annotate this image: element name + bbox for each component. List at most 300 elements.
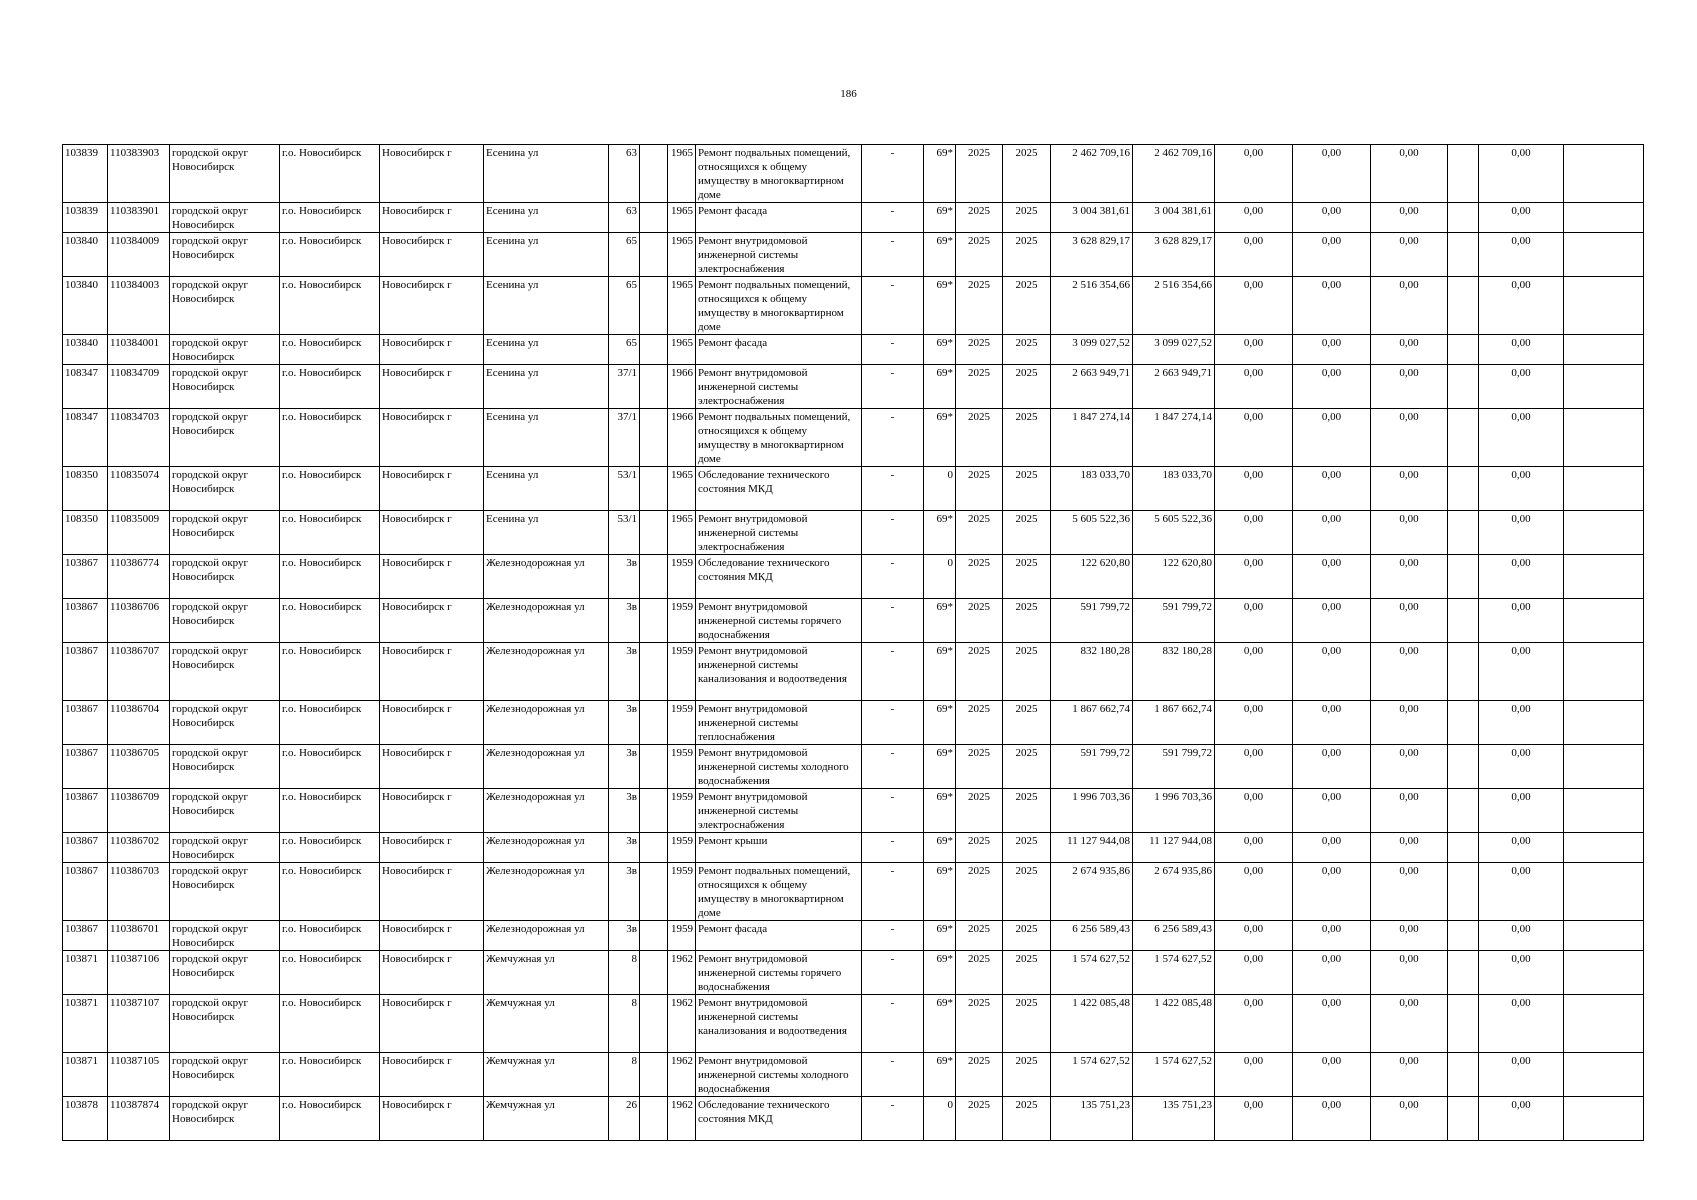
district: г.о. Новосибирск bbox=[280, 555, 380, 599]
owner-funds: 0,00 bbox=[1479, 789, 1564, 833]
plan-year-start: 2025 bbox=[956, 599, 1003, 643]
build-year: 1965 bbox=[668, 335, 696, 365]
wear-percent: 69* bbox=[924, 643, 956, 701]
work-cost: 11 127 944,08 bbox=[1051, 833, 1133, 863]
work-cost: 832 180,28 bbox=[1051, 643, 1133, 701]
house-number: 63 bbox=[609, 145, 640, 203]
wear-percent: 69* bbox=[924, 409, 956, 467]
dash-cell: - bbox=[862, 643, 924, 701]
subsidy-local: 0,00 bbox=[1371, 511, 1448, 555]
district: г.о. Новосибирск bbox=[280, 277, 380, 335]
district: г.о. Новосибирск bbox=[280, 145, 380, 203]
empty-cell bbox=[1564, 833, 1644, 863]
wear-percent: 69* bbox=[924, 863, 956, 921]
build-year: 1965 bbox=[668, 233, 696, 277]
city: Новосибирск г bbox=[380, 203, 484, 233]
plan-year-start: 2025 bbox=[956, 203, 1003, 233]
owner-funds: 0,00 bbox=[1479, 335, 1564, 365]
work-type: Ремонт фасада bbox=[696, 335, 862, 365]
district: г.о. Новосибирск bbox=[280, 951, 380, 995]
work-code: 110383901 bbox=[108, 203, 170, 233]
subsidy-local: 0,00 bbox=[1371, 745, 1448, 789]
subsidy-regional: 0,00 bbox=[1293, 745, 1371, 789]
house-number: 37/1 bbox=[609, 365, 640, 409]
record-id: 103867 bbox=[63, 599, 108, 643]
owner-funds: 0,00 bbox=[1479, 365, 1564, 409]
house-number: 53/1 bbox=[609, 467, 640, 511]
dash-cell: - bbox=[862, 995, 924, 1053]
house-number: 3в bbox=[609, 599, 640, 643]
work-cost: 6 256 589,43 bbox=[1051, 921, 1133, 951]
total-cost: 122 620,80 bbox=[1133, 555, 1215, 599]
wear-percent: 69* bbox=[924, 145, 956, 203]
wear-percent: 69* bbox=[924, 789, 956, 833]
build-year: 1959 bbox=[668, 643, 696, 701]
owner-funds: 0,00 bbox=[1479, 555, 1564, 599]
dash-cell: - bbox=[862, 145, 924, 203]
municipality: городской округ Новосибирск bbox=[170, 145, 280, 203]
municipality: городской округ Новосибирск bbox=[170, 643, 280, 701]
owner-funds: 0,00 bbox=[1479, 745, 1564, 789]
municipality: городской округ Новосибирск bbox=[170, 701, 280, 745]
municipality: городской округ Новосибирск bbox=[170, 233, 280, 277]
build-year: 1965 bbox=[668, 511, 696, 555]
municipality: городской округ Новосибирск bbox=[170, 1053, 280, 1097]
house-number: 3в bbox=[609, 643, 640, 701]
record-id: 108350 bbox=[63, 511, 108, 555]
street: Железнодорожная ул bbox=[484, 555, 609, 599]
owner-funds: 0,00 bbox=[1479, 409, 1564, 467]
street: Есенина ул bbox=[484, 335, 609, 365]
city: Новосибирск г bbox=[380, 921, 484, 951]
work-type: Ремонт подвальных помещений, относящихся к общему имуществу в многоквартирном доме bbox=[696, 863, 862, 921]
district: г.о. Новосибирск bbox=[280, 745, 380, 789]
plan-year-start: 2025 bbox=[956, 863, 1003, 921]
empty-cell bbox=[1448, 555, 1479, 599]
empty-cell bbox=[1448, 203, 1479, 233]
municipality: городской округ Новосибирск bbox=[170, 745, 280, 789]
build-year: 1962 bbox=[668, 995, 696, 1053]
dash-cell: - bbox=[862, 467, 924, 511]
municipality: городской округ Новосибирск bbox=[170, 203, 280, 233]
subsidy-local: 0,00 bbox=[1371, 995, 1448, 1053]
work-code: 110386709 bbox=[108, 789, 170, 833]
plan-year-start: 2025 bbox=[956, 745, 1003, 789]
subsidy-federal: 0,00 bbox=[1215, 995, 1293, 1053]
build-year: 1959 bbox=[668, 599, 696, 643]
empty-cell bbox=[1564, 643, 1644, 701]
work-cost: 2 516 354,66 bbox=[1051, 277, 1133, 335]
wear-percent: 69* bbox=[924, 277, 956, 335]
work-type: Ремонт внутридомовой инженерной системы горячего водоснабжения bbox=[696, 951, 862, 995]
dash-cell: - bbox=[862, 863, 924, 921]
build-year: 1965 bbox=[668, 145, 696, 203]
owner-funds: 0,00 bbox=[1479, 203, 1564, 233]
empty-cell bbox=[640, 951, 668, 995]
empty-cell bbox=[1448, 277, 1479, 335]
house-number: 65 bbox=[609, 335, 640, 365]
empty-cell bbox=[640, 145, 668, 203]
house-number: 3в bbox=[609, 701, 640, 745]
plan-year-end: 2025 bbox=[1003, 833, 1051, 863]
work-code: 110835074 bbox=[108, 467, 170, 511]
subsidy-federal: 0,00 bbox=[1215, 745, 1293, 789]
plan-year-start: 2025 bbox=[956, 365, 1003, 409]
plan-year-start: 2025 bbox=[956, 833, 1003, 863]
subsidy-regional: 0,00 bbox=[1293, 365, 1371, 409]
owner-funds: 0,00 bbox=[1479, 995, 1564, 1053]
work-type: Ремонт внутридомовой инженерной системы горячего водоснабжения bbox=[696, 599, 862, 643]
total-cost: 1 422 085,48 bbox=[1133, 995, 1215, 1053]
subsidy-federal: 0,00 bbox=[1215, 203, 1293, 233]
wear-percent: 69* bbox=[924, 951, 956, 995]
work-code: 110384003 bbox=[108, 277, 170, 335]
total-cost: 183 033,70 bbox=[1133, 467, 1215, 511]
empty-cell bbox=[1564, 145, 1644, 203]
city: Новосибирск г bbox=[380, 951, 484, 995]
table-row bbox=[63, 951, 1644, 995]
subsidy-local: 0,00 bbox=[1371, 863, 1448, 921]
work-code: 110386707 bbox=[108, 643, 170, 701]
owner-funds: 0,00 bbox=[1479, 833, 1564, 863]
total-cost: 1 996 703,36 bbox=[1133, 789, 1215, 833]
subsidy-local: 0,00 bbox=[1371, 921, 1448, 951]
municipality: городской округ Новосибирск bbox=[170, 863, 280, 921]
work-cost: 1 574 627,52 bbox=[1051, 1053, 1133, 1097]
city: Новосибирск г bbox=[380, 335, 484, 365]
subsidy-regional: 0,00 bbox=[1293, 995, 1371, 1053]
subsidy-regional: 0,00 bbox=[1293, 643, 1371, 701]
plan-year-start: 2025 bbox=[956, 555, 1003, 599]
city: Новосибирск г bbox=[380, 745, 484, 789]
record-id: 103839 bbox=[63, 203, 108, 233]
subsidy-regional: 0,00 bbox=[1293, 921, 1371, 951]
dash-cell: - bbox=[862, 789, 924, 833]
build-year: 1959 bbox=[668, 789, 696, 833]
work-cost: 5 605 522,36 bbox=[1051, 511, 1133, 555]
empty-cell bbox=[1564, 335, 1644, 365]
subsidy-federal: 0,00 bbox=[1215, 511, 1293, 555]
total-cost: 832 180,28 bbox=[1133, 643, 1215, 701]
house-number: 3в bbox=[609, 921, 640, 951]
work-type: Ремонт фасада bbox=[696, 921, 862, 951]
plan-year-end: 2025 bbox=[1003, 1053, 1051, 1097]
subsidy-regional: 0,00 bbox=[1293, 511, 1371, 555]
street: Железнодорожная ул bbox=[484, 921, 609, 951]
owner-funds: 0,00 bbox=[1479, 511, 1564, 555]
subsidy-federal: 0,00 bbox=[1215, 467, 1293, 511]
plan-year-end: 2025 bbox=[1003, 995, 1051, 1053]
empty-cell bbox=[640, 833, 668, 863]
total-cost: 2 663 949,71 bbox=[1133, 365, 1215, 409]
street: Железнодорожная ул bbox=[484, 745, 609, 789]
build-year: 1962 bbox=[668, 951, 696, 995]
municipality: городской округ Новосибирск bbox=[170, 921, 280, 951]
subsidy-local: 0,00 bbox=[1371, 365, 1448, 409]
subsidy-local: 0,00 bbox=[1371, 555, 1448, 599]
record-id: 103867 bbox=[63, 863, 108, 921]
record-id: 103840 bbox=[63, 335, 108, 365]
subsidy-federal: 0,00 bbox=[1215, 1097, 1293, 1141]
subsidy-local: 0,00 bbox=[1371, 951, 1448, 995]
empty-cell bbox=[640, 745, 668, 789]
dash-cell: - bbox=[862, 277, 924, 335]
empty-cell bbox=[640, 365, 668, 409]
municipality: городской округ Новосибирск bbox=[170, 335, 280, 365]
work-code: 110384009 bbox=[108, 233, 170, 277]
wear-percent: 69* bbox=[924, 511, 956, 555]
work-cost: 1 996 703,36 bbox=[1051, 789, 1133, 833]
work-type: Ремонт внутридомовой инженерной системы холодного водоснабжения bbox=[696, 1053, 862, 1097]
empty-cell bbox=[640, 789, 668, 833]
subsidy-regional: 0,00 bbox=[1293, 233, 1371, 277]
house-number: 8 bbox=[609, 951, 640, 995]
plan-year-start: 2025 bbox=[956, 789, 1003, 833]
work-code: 110386703 bbox=[108, 863, 170, 921]
empty-cell bbox=[640, 233, 668, 277]
owner-funds: 0,00 bbox=[1479, 1097, 1564, 1141]
total-cost: 5 605 522,36 bbox=[1133, 511, 1215, 555]
table-row bbox=[63, 833, 1644, 863]
subsidy-local: 0,00 bbox=[1371, 701, 1448, 745]
subsidy-federal: 0,00 bbox=[1215, 921, 1293, 951]
record-id: 103871 bbox=[63, 1053, 108, 1097]
record-id: 108347 bbox=[63, 409, 108, 467]
city: Новосибирск г bbox=[380, 555, 484, 599]
plan-year-start: 2025 bbox=[956, 511, 1003, 555]
city: Новосибирск г bbox=[380, 995, 484, 1053]
municipality: городской округ Новосибирск bbox=[170, 555, 280, 599]
dash-cell: - bbox=[862, 203, 924, 233]
table-row bbox=[63, 233, 1644, 277]
plan-year-end: 2025 bbox=[1003, 951, 1051, 995]
work-cost: 183 033,70 bbox=[1051, 467, 1133, 511]
subsidy-local: 0,00 bbox=[1371, 833, 1448, 863]
subsidy-regional: 0,00 bbox=[1293, 203, 1371, 233]
empty-cell bbox=[1448, 233, 1479, 277]
table-row bbox=[63, 701, 1644, 745]
house-number: 37/1 bbox=[609, 409, 640, 467]
total-cost: 3 004 381,61 bbox=[1133, 203, 1215, 233]
work-code: 110835009 bbox=[108, 511, 170, 555]
dash-cell: - bbox=[862, 233, 924, 277]
dash-cell: - bbox=[862, 745, 924, 789]
work-type: Ремонт внутридомовой инженерной системы теплоснабжения bbox=[696, 701, 862, 745]
plan-year-end: 2025 bbox=[1003, 643, 1051, 701]
plan-year-end: 2025 bbox=[1003, 745, 1051, 789]
street: Железнодорожная ул bbox=[484, 643, 609, 701]
plan-year-end: 2025 bbox=[1003, 921, 1051, 951]
municipality: городской округ Новосибирск bbox=[170, 409, 280, 467]
owner-funds: 0,00 bbox=[1479, 145, 1564, 203]
table-row bbox=[63, 995, 1644, 1053]
build-year: 1959 bbox=[668, 863, 696, 921]
house-number: 65 bbox=[609, 277, 640, 335]
work-code: 110386706 bbox=[108, 599, 170, 643]
wear-percent: 69* bbox=[924, 599, 956, 643]
district: г.о. Новосибирск bbox=[280, 789, 380, 833]
street: Есенина ул bbox=[484, 511, 609, 555]
plan-year-start: 2025 bbox=[956, 1053, 1003, 1097]
wear-percent: 0 bbox=[924, 1097, 956, 1141]
empty-cell bbox=[1564, 233, 1644, 277]
work-type: Ремонт внутридомовой инженерной системы холодного водоснабжения bbox=[696, 745, 862, 789]
work-cost: 2 674 935,86 bbox=[1051, 863, 1133, 921]
plan-year-start: 2025 bbox=[956, 921, 1003, 951]
work-type: Ремонт внутридомовой инженерной системы канализования и водоотведения bbox=[696, 643, 862, 701]
municipality: городской округ Новосибирск bbox=[170, 995, 280, 1053]
wear-percent: 69* bbox=[924, 1053, 956, 1097]
build-year: 1966 bbox=[668, 409, 696, 467]
empty-cell bbox=[1564, 599, 1644, 643]
empty-cell bbox=[640, 203, 668, 233]
subsidy-local: 0,00 bbox=[1371, 335, 1448, 365]
subsidy-regional: 0,00 bbox=[1293, 335, 1371, 365]
record-id: 108347 bbox=[63, 365, 108, 409]
empty-cell bbox=[640, 863, 668, 921]
work-type: Ремонт внутридомовой инженерной системы электроснабжения bbox=[696, 233, 862, 277]
district: г.о. Новосибирск bbox=[280, 863, 380, 921]
empty-cell bbox=[1448, 599, 1479, 643]
record-id: 103867 bbox=[63, 643, 108, 701]
empty-cell bbox=[1564, 203, 1644, 233]
house-number: 3в bbox=[609, 745, 640, 789]
empty-cell bbox=[1564, 921, 1644, 951]
wear-percent: 69* bbox=[924, 335, 956, 365]
city: Новосибирск г bbox=[380, 145, 484, 203]
empty-cell bbox=[1448, 701, 1479, 745]
district: г.о. Новосибирск bbox=[280, 833, 380, 863]
empty-cell bbox=[1448, 1097, 1479, 1141]
subsidy-federal: 0,00 bbox=[1215, 643, 1293, 701]
work-cost: 3 628 829,17 bbox=[1051, 233, 1133, 277]
work-cost: 122 620,80 bbox=[1051, 555, 1133, 599]
city: Новосибирск г bbox=[380, 1097, 484, 1141]
empty-cell bbox=[640, 511, 668, 555]
table-row bbox=[63, 203, 1644, 233]
empty-cell bbox=[640, 701, 668, 745]
owner-funds: 0,00 bbox=[1479, 701, 1564, 745]
owner-funds: 0,00 bbox=[1479, 233, 1564, 277]
subsidy-regional: 0,00 bbox=[1293, 951, 1371, 995]
subsidy-federal: 0,00 bbox=[1215, 599, 1293, 643]
empty-cell bbox=[640, 1053, 668, 1097]
subsidy-regional: 0,00 bbox=[1293, 789, 1371, 833]
empty-cell bbox=[640, 599, 668, 643]
empty-cell bbox=[640, 643, 668, 701]
plan-year-start: 2025 bbox=[956, 145, 1003, 203]
work-type: Ремонт крыши bbox=[696, 833, 862, 863]
street: Есенина ул bbox=[484, 233, 609, 277]
city: Новосибирск г bbox=[380, 789, 484, 833]
district: г.о. Новосибирск bbox=[280, 599, 380, 643]
street: Железнодорожная ул bbox=[484, 789, 609, 833]
table-row bbox=[63, 1097, 1644, 1141]
street: Есенина ул bbox=[484, 467, 609, 511]
table-row bbox=[63, 145, 1644, 203]
build-year: 1965 bbox=[668, 277, 696, 335]
plan-year-start: 2025 bbox=[956, 409, 1003, 467]
subsidy-local: 0,00 bbox=[1371, 789, 1448, 833]
plan-year-start: 2025 bbox=[956, 467, 1003, 511]
empty-cell bbox=[1564, 789, 1644, 833]
plan-year-start: 2025 bbox=[956, 995, 1003, 1053]
wear-percent: 69* bbox=[924, 701, 956, 745]
house-number: 3в bbox=[609, 789, 640, 833]
wear-percent: 69* bbox=[924, 833, 956, 863]
street: Жемчужная ул bbox=[484, 995, 609, 1053]
subsidy-federal: 0,00 bbox=[1215, 1053, 1293, 1097]
work-cost: 3 099 027,52 bbox=[1051, 335, 1133, 365]
empty-cell bbox=[1448, 409, 1479, 467]
street: Железнодорожная ул bbox=[484, 833, 609, 863]
work-cost: 1 422 085,48 bbox=[1051, 995, 1133, 1053]
total-cost: 1 847 274,14 bbox=[1133, 409, 1215, 467]
work-cost: 591 799,72 bbox=[1051, 599, 1133, 643]
dash-cell: - bbox=[862, 599, 924, 643]
table-row bbox=[63, 599, 1644, 643]
district: г.о. Новосибирск bbox=[280, 701, 380, 745]
total-cost: 2 462 709,16 bbox=[1133, 145, 1215, 203]
dash-cell: - bbox=[862, 335, 924, 365]
plan-year-end: 2025 bbox=[1003, 555, 1051, 599]
table-row bbox=[63, 555, 1644, 599]
plan-year-end: 2025 bbox=[1003, 1097, 1051, 1141]
table-row bbox=[63, 1053, 1644, 1097]
city: Новосибирск г bbox=[380, 833, 484, 863]
work-cost: 2 462 709,16 bbox=[1051, 145, 1133, 203]
subsidy-regional: 0,00 bbox=[1293, 145, 1371, 203]
street: Есенина ул bbox=[484, 203, 609, 233]
district: г.о. Новосибирск bbox=[280, 365, 380, 409]
empty-cell bbox=[1564, 511, 1644, 555]
plan-year-start: 2025 bbox=[956, 643, 1003, 701]
plan-year-end: 2025 bbox=[1003, 409, 1051, 467]
owner-funds: 0,00 bbox=[1479, 863, 1564, 921]
district: г.о. Новосибирск bbox=[280, 335, 380, 365]
work-cost: 135 751,23 bbox=[1051, 1097, 1133, 1141]
city: Новосибирск г bbox=[380, 1053, 484, 1097]
dash-cell: - bbox=[862, 409, 924, 467]
owner-funds: 0,00 bbox=[1479, 467, 1564, 511]
house-number: 26 bbox=[609, 1097, 640, 1141]
work-code: 110386701 bbox=[108, 921, 170, 951]
street: Жемчужная ул bbox=[484, 1053, 609, 1097]
empty-cell bbox=[1448, 365, 1479, 409]
district: г.о. Новосибирск bbox=[280, 467, 380, 511]
record-id: 103867 bbox=[63, 555, 108, 599]
empty-cell bbox=[1564, 467, 1644, 511]
table-row bbox=[63, 745, 1644, 789]
empty-cell bbox=[1448, 789, 1479, 833]
municipality: городской округ Новосибирск bbox=[170, 951, 280, 995]
municipality: городской округ Новосибирск bbox=[170, 365, 280, 409]
district: г.о. Новосибирск bbox=[280, 995, 380, 1053]
build-year: 1962 bbox=[668, 1053, 696, 1097]
subsidy-regional: 0,00 bbox=[1293, 277, 1371, 335]
subsidy-federal: 0,00 bbox=[1215, 701, 1293, 745]
plan-year-end: 2025 bbox=[1003, 863, 1051, 921]
city: Новосибирск г bbox=[380, 365, 484, 409]
work-type: Обследование технического состояния МКД bbox=[696, 467, 862, 511]
dash-cell: - bbox=[862, 701, 924, 745]
plan-year-end: 2025 bbox=[1003, 277, 1051, 335]
work-code: 110834703 bbox=[108, 409, 170, 467]
wear-percent: 69* bbox=[924, 203, 956, 233]
municipality: городской округ Новосибирск bbox=[170, 833, 280, 863]
table-row bbox=[63, 277, 1644, 335]
owner-funds: 0,00 bbox=[1479, 921, 1564, 951]
